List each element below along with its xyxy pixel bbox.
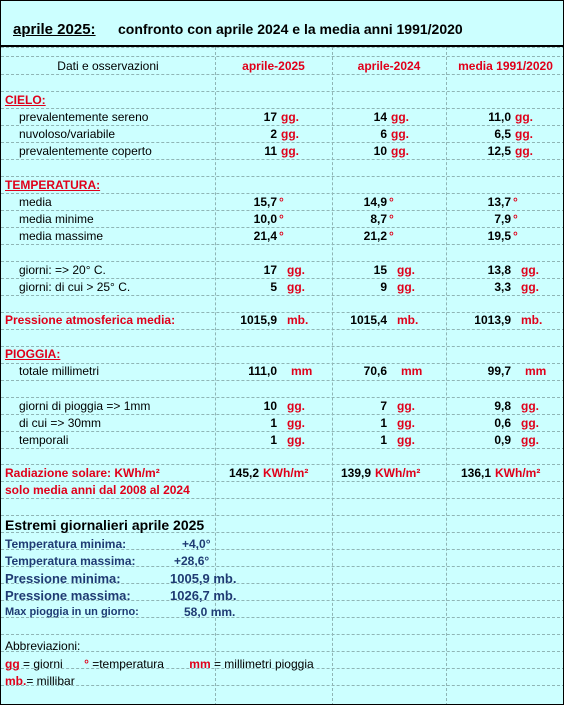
row-label: prevalentemente sereno [19, 110, 149, 124]
tmax-label: Temperatura massima: [5, 554, 136, 568]
cell-value: 1 [380, 433, 387, 447]
cell-unit: gg. [397, 399, 415, 413]
cell-value: 21,4 [253, 229, 277, 243]
cell-unit: gg. [397, 416, 415, 430]
cell-value: 5 [270, 280, 277, 294]
tmax-value: +28,6° [174, 554, 210, 568]
cell-unit: ° [389, 195, 394, 209]
cell-unit: ° [513, 212, 518, 226]
cell-unit: ° [389, 229, 394, 243]
cell-unit: gg. [391, 110, 409, 124]
cell-value: 13,7 [487, 195, 511, 209]
pressure-value: 1015,4 [350, 313, 387, 327]
grid-line [1, 380, 564, 381]
cell-unit: gg. [287, 416, 305, 430]
row-label: prevalentemente coperto [19, 144, 152, 158]
cell-value: 15 [373, 263, 387, 277]
cell-unit: gg. [397, 433, 415, 447]
maxrain-label: Max pioggia in un giorno: [5, 606, 139, 618]
abbr-gg-key: gg [5, 657, 20, 671]
radiation-unit: KWh/m² [263, 466, 309, 480]
row-label: media minime [19, 212, 94, 226]
cell-unit: gg. [281, 127, 299, 141]
cell-value: 11 [264, 144, 277, 158]
cell-value: 10 [263, 399, 277, 413]
radiation-unit: KWh/m² [495, 466, 541, 480]
row-label: di cui => 30mm [19, 416, 102, 430]
section-temperatura: TEMPERATURA: [5, 178, 101, 192]
cell-value: 6,5 [494, 127, 511, 141]
abbr-heading: Abbreviazioni: [5, 639, 81, 653]
abbr-deg-key: ° [84, 657, 89, 671]
cell-value: 14,9 [363, 195, 387, 209]
cell-value: 6 [380, 127, 387, 141]
row-label: media massime [19, 229, 104, 243]
title-subtitle: confronto con aprile 2024 e la media anni 1991/2020 [118, 21, 463, 37]
header-col3: media 1991/2020 [458, 59, 553, 73]
cell-unit: gg. [287, 263, 305, 277]
grid-line [1, 634, 564, 635]
maxrain-value: 58,0 mm. [184, 605, 236, 619]
grid-line [1, 329, 564, 330]
radiation-label: Radiazione solare: KWh/m² [5, 466, 160, 480]
cell-value: 1 [380, 416, 387, 430]
cell-value: 19,5 [487, 229, 511, 243]
pmax-label: Pressione massima: [5, 588, 131, 603]
grid-line [1, 91, 564, 92]
cell-value: 14 [373, 110, 387, 124]
row-label: giorni: => 20° C. [19, 263, 106, 277]
cell-unit: ° [279, 195, 284, 209]
pressure-label: Pressione atmosferica media: [5, 313, 176, 327]
pmax-value: 1026,7 mb. [170, 588, 237, 603]
cell-value: 3,3 [494, 280, 511, 294]
cell-value: 70,6 [363, 364, 387, 378]
abbr-mb-text: = millibar [26, 674, 75, 688]
cell-value: 1 [270, 416, 277, 430]
row-label: temporali [19, 433, 69, 447]
abbr-line-2 [5, 673, 75, 690]
cell-value: 17 [263, 110, 277, 124]
pressure-unit: mb. [397, 313, 419, 327]
grid-line [1, 56, 564, 57]
cell-unit: ° [513, 195, 518, 209]
cell-value: 10,0 [253, 212, 277, 226]
extremes-heading: Estremi giornalieri aprile 2025 [5, 517, 205, 533]
cell-value: 111,0 [248, 364, 277, 378]
pressure-unit: mb. [521, 313, 543, 327]
cell-value: 12,5 [487, 144, 511, 158]
abbr-gg-text: = giorni [23, 657, 63, 671]
row-label: giorni di pioggia => 1mm [19, 399, 151, 413]
cell-unit: gg. [287, 433, 305, 447]
cell-value: 9 [380, 280, 387, 294]
cell-value: 7 [380, 399, 387, 413]
row-label: giorni: di cui > 25° C. [19, 280, 131, 294]
cell-unit: gg. [281, 144, 299, 158]
cell-value: 15,7 [253, 195, 277, 209]
cell-value: 17 [263, 263, 277, 277]
grid-line [1, 47, 564, 48]
grid-line [1, 651, 564, 652]
tmin-label: Temperatura minima: [5, 537, 127, 551]
cell-unit: ° [389, 212, 394, 226]
cell-unit: gg. [521, 416, 539, 430]
cell-unit: gg. [521, 263, 539, 277]
cell-value: 9,8 [494, 399, 511, 413]
grid-line [1, 685, 564, 686]
cell-unit: gg. [515, 110, 533, 124]
abbr-deg-text: =temperatura [92, 657, 164, 671]
grid-line [446, 47, 447, 705]
cell-unit: gg. [521, 433, 539, 447]
cell-unit: mm [291, 364, 313, 378]
cell-value: 7,9 [494, 212, 511, 226]
pmin-value: 1005,9 mb. [170, 571, 237, 586]
cell-unit: ° [279, 212, 284, 226]
cell-unit: gg. [287, 280, 305, 294]
title-month: aprile 2025: [13, 21, 96, 38]
abbr-mm-text: = millimetri pioggia [213, 657, 314, 671]
header-label: Dati e osservazioni [57, 59, 159, 73]
radiation-unit: KWh/m² [375, 466, 421, 480]
abbr-mm-key: mm [189, 657, 211, 671]
section-cielo: CIELO: [5, 93, 46, 107]
cell-value: 13,8 [487, 263, 511, 277]
radiation-note: solo media anni dal 2008 al 2024 [5, 483, 190, 497]
grid-line [1, 515, 564, 516]
cell-value: 11,0 [488, 110, 511, 124]
pmin-label: Pressione minima: [5, 571, 121, 586]
row-label: nuvoloso/variabile [19, 127, 116, 141]
tmin-value: +4,0° [182, 537, 211, 551]
abbr-mb-key: mb. [5, 674, 27, 688]
radiation-value: 136,1 [460, 466, 491, 480]
pressure-value: 1015,9 [240, 313, 277, 327]
cell-unit: ° [513, 229, 518, 243]
cell-unit: gg. [287, 399, 305, 413]
cell-unit: gg. [391, 127, 409, 141]
radiation-value: 139,9 [340, 466, 371, 480]
header-col2: aprile-2024 [357, 59, 421, 73]
cell-unit: gg. [515, 127, 533, 141]
cell-unit: gg. [521, 399, 539, 413]
cell-unit: mm [401, 364, 423, 378]
cell-unit: ° [279, 229, 284, 243]
cell-value: 0,6 [494, 416, 511, 430]
header-col1: aprile-2025 [242, 59, 305, 73]
section-pioggia: PIOGGIA: [5, 347, 61, 361]
row-label: totale millimetri [19, 364, 100, 378]
cell-value: 21,2 [363, 229, 387, 243]
pressure-value: 1013,9 [474, 313, 511, 327]
cell-unit: gg. [521, 280, 539, 294]
cell-unit: gg. [397, 263, 415, 277]
cell-value: 1 [270, 433, 277, 447]
cell-unit: gg. [397, 280, 415, 294]
abbr-line-1 [5, 656, 314, 673]
cell-value: 99,7 [487, 364, 511, 378]
cell-value: 8,7 [370, 212, 387, 226]
cell-value: 0,9 [494, 433, 511, 447]
cell-value: 2 [270, 127, 277, 141]
pressure-unit: mb. [287, 313, 309, 327]
grid-line [1, 346, 564, 347]
radiation-value: 145,2 [228, 466, 259, 480]
row-label: media [19, 195, 52, 209]
cell-unit: gg. [281, 110, 299, 124]
cell-unit: mm [525, 364, 547, 378]
cell-unit: gg. [391, 144, 409, 158]
cell-value: 10 [373, 144, 387, 158]
cell-unit: gg. [515, 144, 533, 158]
